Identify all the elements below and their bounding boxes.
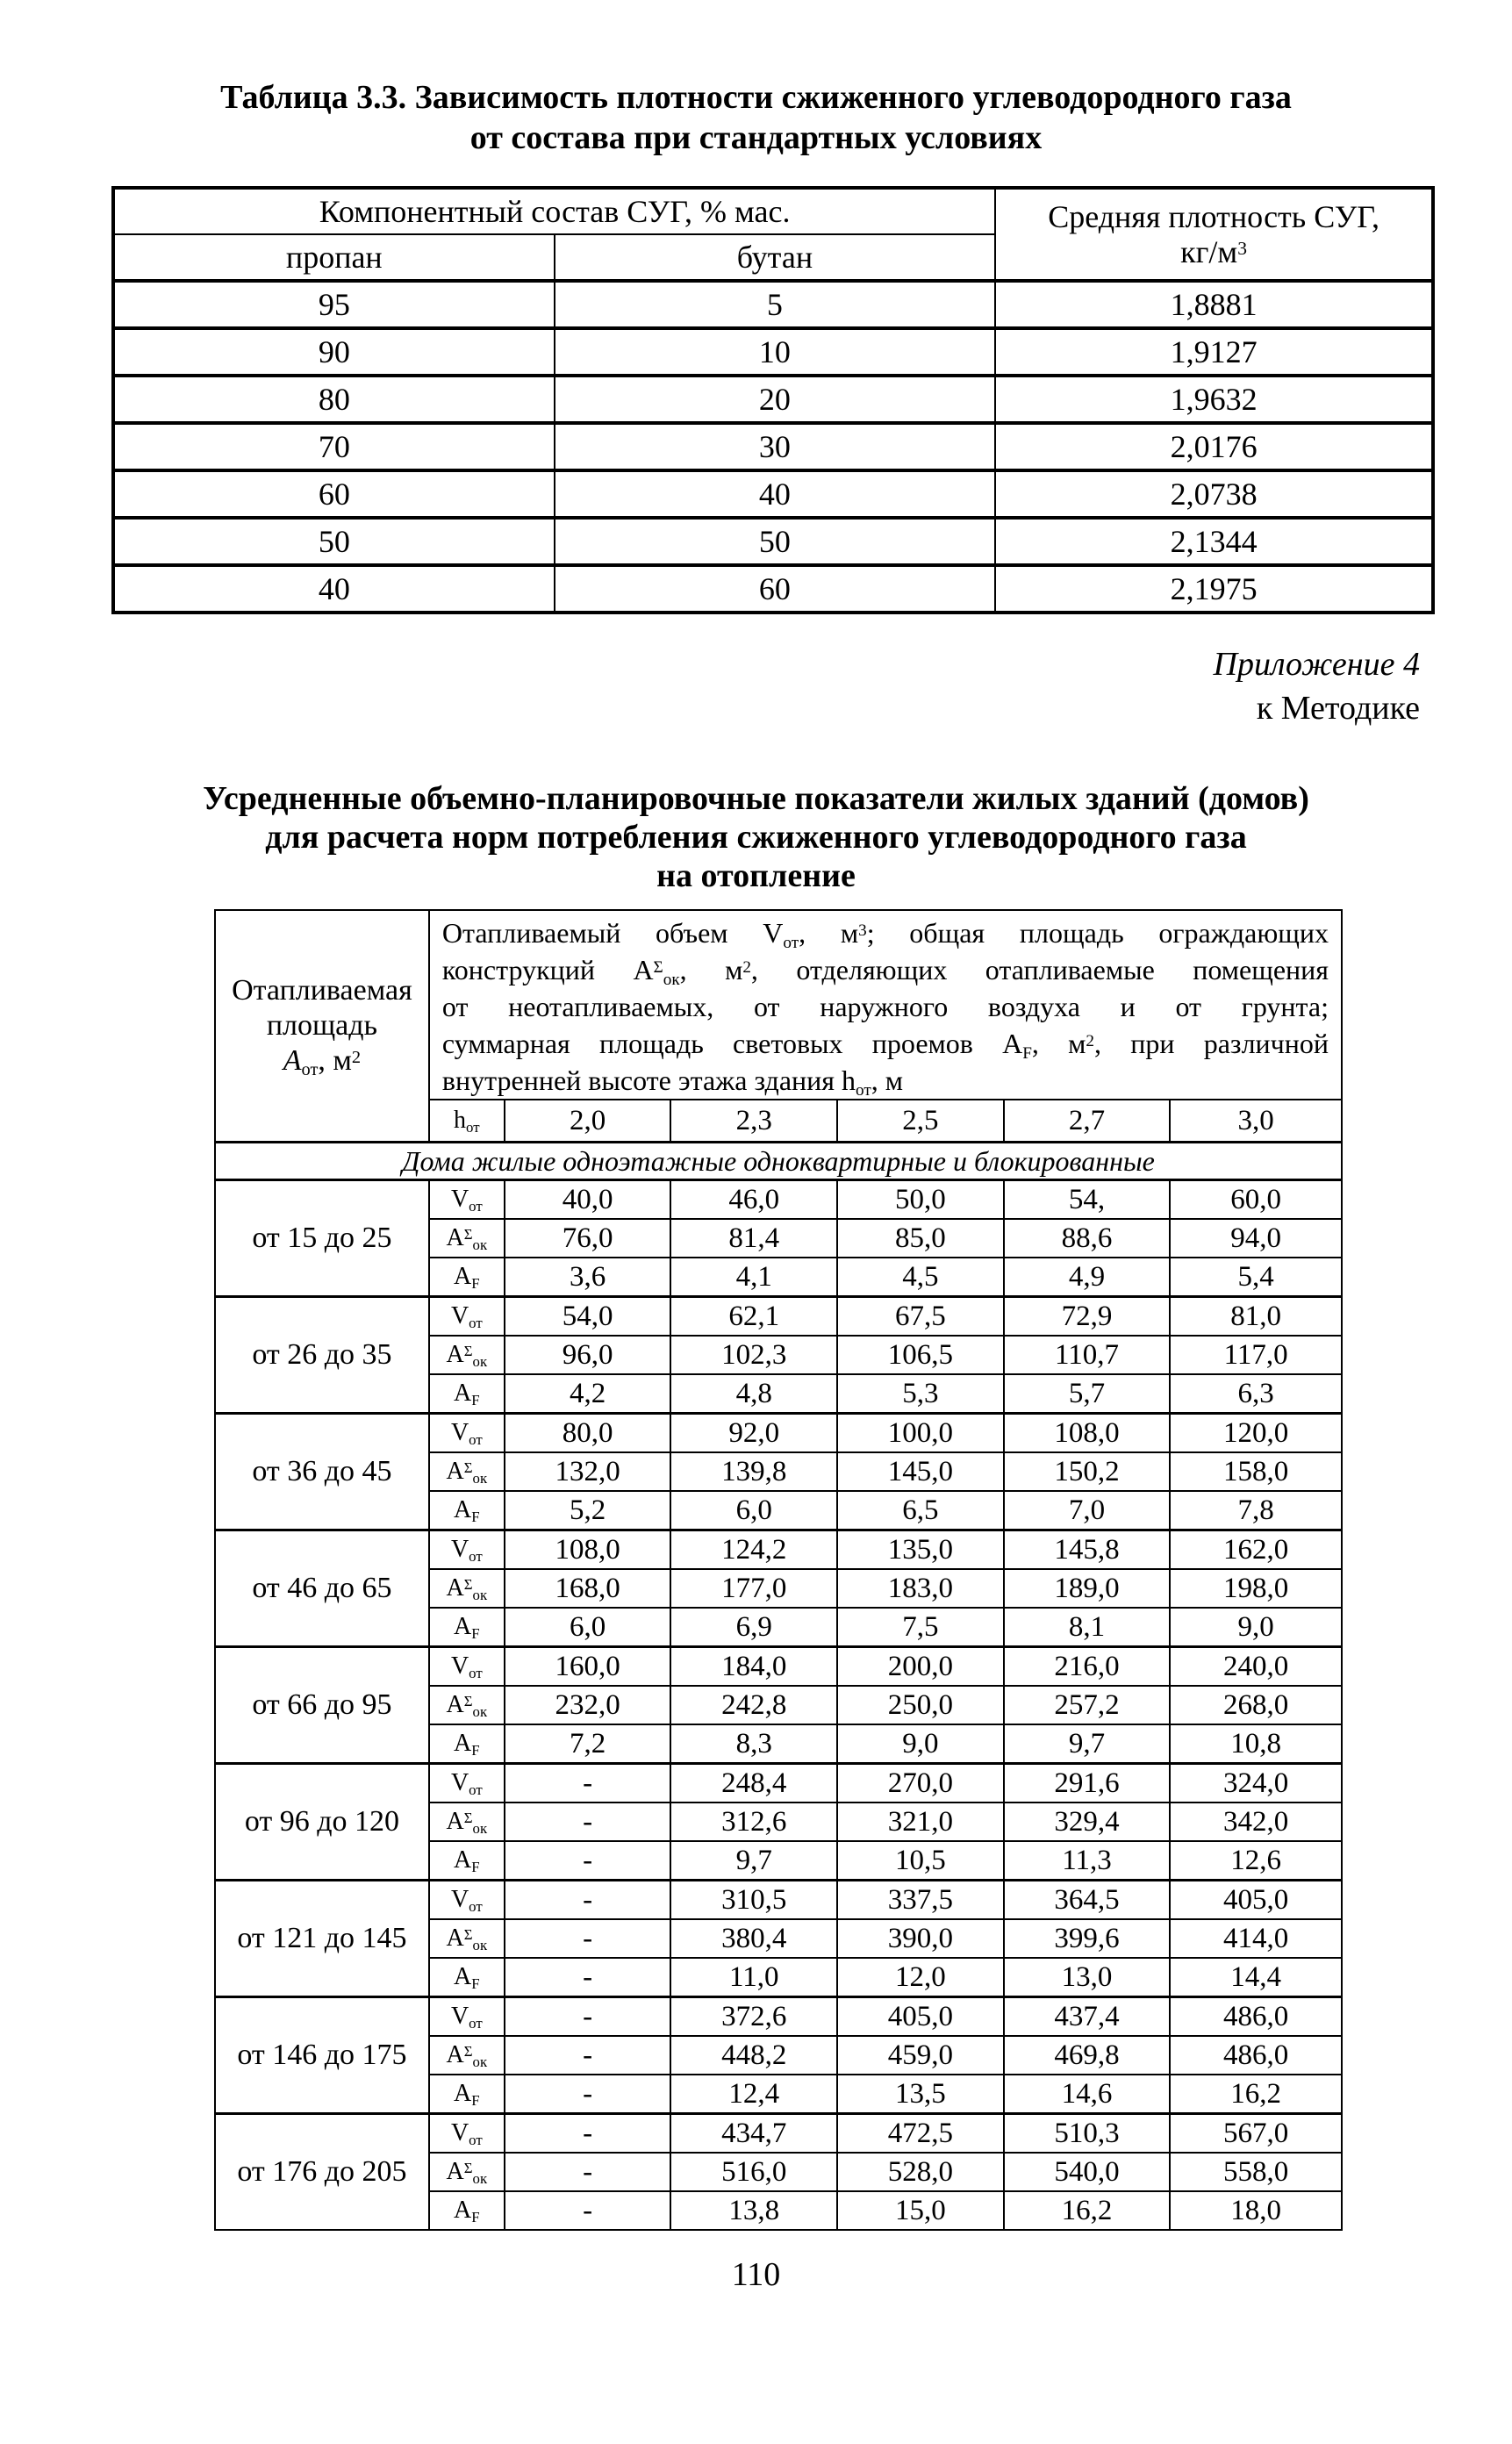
height-value: 2,5 (837, 1100, 1004, 1143)
density-cell: 1,8881 (995, 281, 1433, 328)
area-range: от 15 до 25 (215, 1180, 429, 1297)
table-row (113, 470, 1433, 518)
lpg-density-table (111, 186, 1435, 614)
propane-cell: 60 (113, 470, 555, 518)
enclosure-area-value: 250,0 (837, 1686, 1004, 1724)
table-row (113, 281, 1433, 328)
window-area-value: 13,8 (670, 2191, 837, 2230)
enclosure-area-value: 232,0 (505, 1686, 671, 1724)
window-area-value: 7,8 (1170, 1491, 1342, 1530)
window-area-value: 4,9 (1004, 1258, 1171, 1297)
table1-title (0, 77, 1512, 158)
area-range: от 36 до 45 (215, 1414, 429, 1530)
window-area-value: 4,1 (670, 1258, 837, 1297)
enclosure-area-label: $A^\Sigma_{ок}$ (429, 2036, 505, 2075)
volume-value: 62,1 (670, 1297, 837, 1337)
enclosure-area-label: $A^\Sigma_{ок}$ (429, 1219, 505, 1258)
enclosure-area-value: 540,0 (1004, 2153, 1171, 2191)
appendix-label (1214, 642, 1420, 730)
enclosure-area-value: 85,0 (837, 1219, 1004, 1258)
appendix-subtitle: к Методике (1256, 690, 1420, 727)
propane-cell: 50 (113, 518, 555, 565)
enclosure-area-value: 117,0 (1170, 1336, 1342, 1374)
volume-value: 108,0 (1004, 1414, 1171, 1453)
volume-value: - (505, 1881, 671, 1920)
volume-label: $V_{от}$ (429, 1414, 505, 1453)
enclosure-area-label: $A^\Sigma_{ок}$ (429, 1569, 505, 1608)
volume-value: 145,8 (1004, 1530, 1171, 1570)
enclosure-area-value: 242,8 (670, 1686, 837, 1724)
height-value: 2,3 (670, 1100, 837, 1143)
window-area-value: 16,2 (1170, 2075, 1342, 2114)
window-area-value: 11,0 (670, 1958, 837, 1997)
window-area-value: 14,6 (1004, 2075, 1171, 2114)
window-area-label: $A_F$ (429, 2075, 505, 2114)
propane-cell: 80 (113, 376, 555, 423)
height-label: $h_{от}$ (429, 1100, 505, 1143)
propane-cell: 40 (113, 565, 555, 613)
section-title: Дома жилые одноэтажные одноквартирные и блокированные (215, 1143, 1342, 1180)
enclosure-area-label: $A^\Sigma_{ок}$ (429, 1686, 505, 1724)
volume-label: $V_{от}$ (429, 1881, 505, 1920)
butane-cell: 60 (555, 565, 996, 613)
table-row (113, 328, 1433, 376)
volume-value: 67,5 (837, 1297, 1004, 1337)
window-area-value: 5,3 (837, 1374, 1004, 1414)
enclosure-area-value: 177,0 (670, 1569, 837, 1608)
enclosure-area-value: 132,0 (505, 1452, 671, 1491)
volume-value: 510,3 (1004, 2114, 1171, 2154)
volume-value: 184,0 (670, 1647, 837, 1687)
enclosure-area-value: 257,2 (1004, 1686, 1171, 1724)
volume-label: $V_{от}$ (429, 1647, 505, 1687)
butane-cell: 30 (555, 423, 996, 470)
enclosure-area-value: 448,2 (670, 2036, 837, 2075)
enclosure-area-value: 329,4 (1004, 1803, 1171, 1841)
area-range: от 176 до 205 (215, 2114, 429, 2231)
volume-value: 60,0 (1170, 1180, 1342, 1220)
enclosure-area-label: $A^\Sigma_{ок}$ (429, 1452, 505, 1491)
window-area-value: 10,5 (837, 1841, 1004, 1881)
volume-value: 248,4 (670, 1764, 837, 1803)
butane-cell: 20 (555, 376, 996, 423)
volume-value: 46,0 (670, 1180, 837, 1220)
table-row (113, 518, 1433, 565)
window-area-value: 4,2 (505, 1374, 671, 1414)
volume-value: 486,0 (1170, 1997, 1342, 2037)
window-area-value: 12,4 (670, 2075, 837, 2114)
volume-value: 405,0 (837, 1997, 1004, 2037)
enclosure-area-value: 168,0 (505, 1569, 671, 1608)
window-area-value: 7,2 (505, 1724, 671, 1764)
window-area-value: 4,5 (837, 1258, 1004, 1297)
window-area-value: 6,9 (670, 1608, 837, 1647)
window-area-label: $A_F$ (429, 1841, 505, 1881)
window-area-value: 9,7 (1004, 1724, 1171, 1764)
volume-value: 54,0 (505, 1297, 671, 1337)
volume-value: 270,0 (837, 1764, 1004, 1803)
window-area-value: 6,3 (1170, 1374, 1342, 1414)
window-area-value: 11,3 (1004, 1841, 1171, 1881)
window-area-value: 7,0 (1004, 1491, 1171, 1530)
enclosure-area-value: 459,0 (837, 2036, 1004, 2075)
butane-cell: 10 (555, 328, 996, 376)
table-row (113, 565, 1433, 613)
volume-value: - (505, 1764, 671, 1803)
enclosure-area-value: 189,0 (1004, 1569, 1171, 1608)
volume-value: 310,5 (670, 1881, 837, 1920)
butane-cell: 5 (555, 281, 996, 328)
area-range: от 66 до 95 (215, 1647, 429, 1764)
table-row (215, 1647, 1342, 1687)
density-cell: 2,0176 (995, 423, 1433, 470)
table-row (215, 1997, 1342, 2037)
volume-value: 434,7 (670, 2114, 837, 2154)
volume-value: 364,5 (1004, 1881, 1171, 1920)
area-range: от 46 до 65 (215, 1530, 429, 1647)
volume-value: 80,0 (505, 1414, 671, 1453)
window-area-value: 5,2 (505, 1491, 671, 1530)
window-area-label: $A_F$ (429, 1724, 505, 1764)
enclosure-area-value: 102,3 (670, 1336, 837, 1374)
enclosure-area-value: 158,0 (1170, 1452, 1342, 1491)
window-area-value: 12,0 (837, 1958, 1004, 1997)
parameters-description: Отапливаемый объем $V_{от}$, $м^3$; общая площадь ограждающих конструкций $A^\Sigma_{ок}$, $м^2$, отделяющих отапливаемые помещения от неотапливаемых, от наружного воздуха и от грунта; суммарная площадь световых проемов $A_F$, $м^2$, при различной внутренней высоте этажа здания $h_{от}$, м (429, 910, 1342, 1100)
volume-label: $V_{от}$ (429, 1180, 505, 1220)
window-area-value: 9,7 (670, 1841, 837, 1881)
volume-value: - (505, 1997, 671, 2037)
enclosure-area-label: $A^\Sigma_{ок}$ (429, 1336, 505, 1374)
volume-value: - (505, 2114, 671, 2154)
volume-value: 405,0 (1170, 1881, 1342, 1920)
enclosure-area-label: $A^\Sigma_{ок}$ (429, 1803, 505, 1841)
volume-value: 437,4 (1004, 1997, 1171, 2037)
table2-title-line1: Усредненные объемно-планировочные показатели жилых зданий (домов) (203, 780, 1309, 817)
volume-value: 472,5 (837, 2114, 1004, 2154)
butane-header: бутан (555, 234, 996, 281)
window-area-value: - (505, 1841, 671, 1881)
volume-value: 337,5 (837, 1881, 1004, 1920)
density-cell: 1,9632 (995, 376, 1433, 423)
height-value: 3,0 (1170, 1100, 1342, 1143)
area-range: от 146 до 175 (215, 1997, 429, 2114)
propane-cell: 90 (113, 328, 555, 376)
enclosure-area-value: 486,0 (1170, 2036, 1342, 2075)
window-area-label: $A_F$ (429, 1374, 505, 1414)
volume-value: 162,0 (1170, 1530, 1342, 1570)
table2-title-line2: для расчета норм потребления сжиженного углеводородного газа (265, 819, 1247, 856)
enclosure-area-value: 139,8 (670, 1452, 837, 1491)
window-area-label: $A_F$ (429, 1258, 505, 1297)
enclosure-area-value: 469,8 (1004, 2036, 1171, 2075)
volume-label: $V_{от}$ (429, 2114, 505, 2154)
density-cell: 2,1344 (995, 518, 1433, 565)
window-area-value: 6,0 (505, 1608, 671, 1647)
window-area-value: 15,0 (837, 2191, 1004, 2230)
table-row (215, 1530, 1342, 1570)
enclosure-area-value: 76,0 (505, 1219, 671, 1258)
area-range: от 96 до 120 (215, 1764, 429, 1881)
volume-value: 72,9 (1004, 1297, 1171, 1337)
enclosure-area-value: 106,5 (837, 1336, 1004, 1374)
enclosure-area-value: 380,4 (670, 1919, 837, 1958)
volume-label: $V_{от}$ (429, 1530, 505, 1570)
window-area-value: - (505, 1958, 671, 1997)
volume-value: 124,2 (670, 1530, 837, 1570)
window-area-value: 9,0 (837, 1724, 1004, 1764)
table1-title-line2: от состава при стандартных условиях (469, 119, 1043, 156)
volume-value: 567,0 (1170, 2114, 1342, 2154)
volume-label: $V_{от}$ (429, 1997, 505, 2037)
volume-value: 160,0 (505, 1647, 671, 1687)
volume-value: 108,0 (505, 1530, 671, 1570)
window-area-value: - (505, 2075, 671, 2114)
window-area-value: 5,7 (1004, 1374, 1171, 1414)
enclosure-area-value: 94,0 (1170, 1219, 1342, 1258)
window-area-label: $A_F$ (429, 2191, 505, 2230)
volume-value: 240,0 (1170, 1647, 1342, 1687)
enclosure-area-value: 81,4 (670, 1219, 837, 1258)
volume-value: 81,0 (1170, 1297, 1342, 1337)
volume-label: $V_{от}$ (429, 1764, 505, 1803)
window-area-value: 9,0 (1170, 1608, 1342, 1647)
table-row (215, 1297, 1342, 1337)
enclosure-area-value: 321,0 (837, 1803, 1004, 1841)
appendix-number: Приложение 4 (1213, 646, 1420, 683)
enclosure-area-value: 145,0 (837, 1452, 1004, 1491)
enclosure-area-value: 414,0 (1170, 1919, 1342, 1958)
volume-value: 200,0 (837, 1647, 1004, 1687)
window-area-value: 13,0 (1004, 1958, 1171, 1997)
enclosure-area-value: 88,6 (1004, 1219, 1171, 1258)
volume-value: 135,0 (837, 1530, 1004, 1570)
butane-cell: 40 (555, 470, 996, 518)
heated-area-header: Отапливаемая площадь $A_{от}$, $м^2$ (215, 910, 429, 1143)
window-area-value: - (505, 2191, 671, 2230)
density-cell: 2,1975 (995, 565, 1433, 613)
window-area-value: 16,2 (1004, 2191, 1171, 2230)
table-row (113, 423, 1433, 470)
window-area-value: 6,5 (837, 1491, 1004, 1530)
window-area-value: 8,3 (670, 1724, 837, 1764)
enclosure-area-label: $A^\Sigma_{ок}$ (429, 1919, 505, 1958)
volume-value: 324,0 (1170, 1764, 1342, 1803)
window-area-value: 4,8 (670, 1374, 837, 1414)
table-row (215, 1180, 1342, 1220)
volume-value: 120,0 (1170, 1414, 1342, 1453)
window-area-value: 10,8 (1170, 1724, 1342, 1764)
butane-cell: 50 (555, 518, 996, 565)
enclosure-area-value: 96,0 (505, 1336, 671, 1374)
table-row (113, 376, 1433, 423)
propane-cell: 95 (113, 281, 555, 328)
building-parameters-table (214, 909, 1343, 2231)
window-area-value: 6,0 (670, 1491, 837, 1530)
enclosure-area-value: - (505, 1919, 671, 1958)
composition-header: Компонентный состав СУГ, % мас. (113, 188, 995, 234)
propane-cell: 70 (113, 423, 555, 470)
table2-title-line3: на отопление (656, 857, 856, 894)
window-area-value: 7,5 (837, 1608, 1004, 1647)
volume-value: 216,0 (1004, 1647, 1171, 1687)
window-area-value: 12,6 (1170, 1841, 1342, 1881)
table-row (215, 1764, 1342, 1803)
enclosure-area-value: 399,6 (1004, 1919, 1171, 1958)
volume-value: 40,0 (505, 1180, 671, 1220)
enclosure-area-value: - (505, 2153, 671, 2191)
enclosure-area-value: 198,0 (1170, 1569, 1342, 1608)
enclosure-area-value: 516,0 (670, 2153, 837, 2191)
table2-title (0, 779, 1512, 895)
enclosure-area-value: 150,2 (1004, 1452, 1171, 1491)
table-row (215, 2114, 1342, 2154)
volume-value: 50,0 (837, 1180, 1004, 1220)
window-area-value: 3,6 (505, 1258, 671, 1297)
table-row (215, 1881, 1342, 1920)
window-area-value: 13,5 (837, 2075, 1004, 2114)
window-area-value: 18,0 (1170, 2191, 1342, 2230)
table-row (215, 1414, 1342, 1453)
propane-header: пропан (113, 234, 555, 281)
height-value: 2,7 (1004, 1100, 1171, 1143)
page-number: 110 (731, 2256, 781, 2293)
area-range: от 121 до 145 (215, 1881, 429, 1997)
volume-value: 291,6 (1004, 1764, 1171, 1803)
window-area-value: 5,4 (1170, 1258, 1342, 1297)
density-header: Средняя плотность СУГ, $кг/м^3$ (995, 188, 1433, 281)
enclosure-area-value: 312,6 (670, 1803, 837, 1841)
density-cell: 1,9127 (995, 328, 1433, 376)
enclosure-area-value: 268,0 (1170, 1686, 1342, 1724)
volume-value: 92,0 (670, 1414, 837, 1453)
enclosure-area-label: $A^\Sigma_{ок}$ (429, 2153, 505, 2191)
volume-value: 100,0 (837, 1414, 1004, 1453)
height-value: 2,0 (505, 1100, 671, 1143)
enclosure-area-value: - (505, 2036, 671, 2075)
volume-value: 54, (1004, 1180, 1171, 1220)
window-area-value: 14,4 (1170, 1958, 1342, 1997)
enclosure-area-value: - (505, 1803, 671, 1841)
enclosure-area-value: 110,7 (1004, 1336, 1171, 1374)
enclosure-area-value: 558,0 (1170, 2153, 1342, 2191)
enclosure-area-value: 183,0 (837, 1569, 1004, 1608)
table1-title-line1: Таблица 3.3. Зависимость плотности сжиженного углеводородного газа (220, 79, 1292, 116)
density-cell: 2,0738 (995, 470, 1433, 518)
area-range: от 26 до 35 (215, 1297, 429, 1414)
enclosure-area-value: 528,0 (837, 2153, 1004, 2191)
window-area-label: $A_F$ (429, 1608, 505, 1647)
window-area-value: 8,1 (1004, 1608, 1171, 1647)
volume-label: $V_{от}$ (429, 1297, 505, 1337)
window-area-label: $A_F$ (429, 1958, 505, 1997)
enclosure-area-value: 342,0 (1170, 1803, 1342, 1841)
window-area-label: $A_F$ (429, 1491, 505, 1530)
volume-value: 372,6 (670, 1997, 837, 2037)
enclosure-area-value: 390,0 (837, 1919, 1004, 1958)
